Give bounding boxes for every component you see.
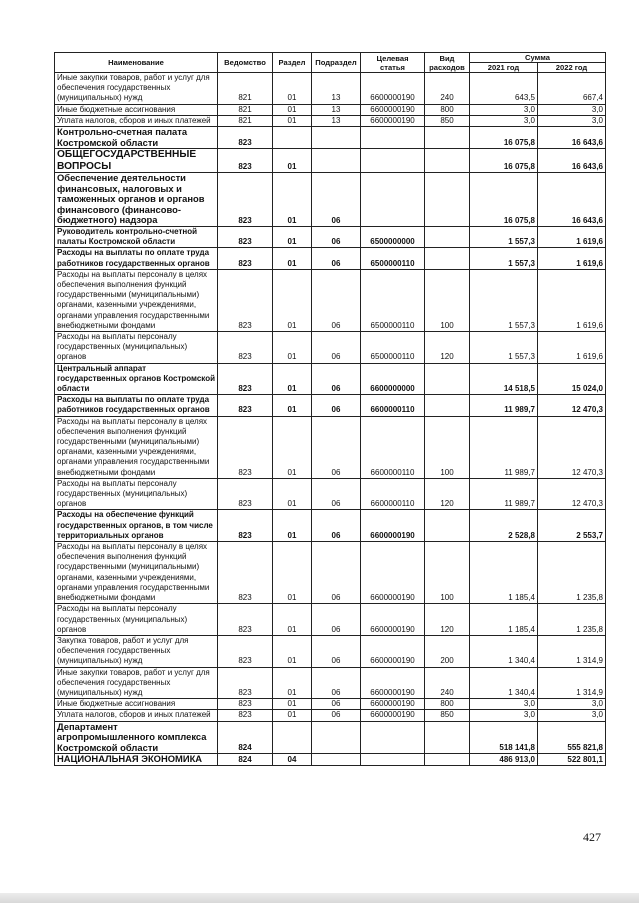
cell-name: Обеспечение деятельности финансовых, налоговых и таможенных органов и органов финансового (финансово-бюджетного) надзора	[55, 173, 218, 227]
cell-cel: 6500000110	[361, 248, 425, 269]
cell-s1: 643,5	[470, 73, 538, 105]
cell-cel	[361, 149, 425, 173]
cell-name: Расходы на выплаты персоналу в целях обеспечения выполнения функций государственными (муниципальными) органами, казенными учреждениями, органами управления государственными внебюджетными фондами	[55, 269, 218, 331]
cell-pod: 06	[312, 363, 361, 395]
cell-vid	[425, 363, 470, 395]
cell-s1: 16 075,8	[470, 127, 538, 149]
cell-s1: 11 989,7	[470, 478, 538, 510]
cell-s2: 16 643,6	[538, 127, 606, 149]
cell-cel: 6600000190	[361, 73, 425, 105]
cell-cel: 6600000110	[361, 478, 425, 510]
cell-vid: 800	[425, 104, 470, 115]
cell-s2: 1 619,6	[538, 269, 606, 331]
cell-raz: 01	[273, 115, 312, 126]
cell-vid: 200	[425, 635, 470, 667]
cell-ved: 823	[218, 604, 273, 636]
page-number: 427	[583, 830, 601, 844]
cell-vid: 120	[425, 332, 470, 364]
cell-pod: 06	[312, 269, 361, 331]
cell-vid: 240	[425, 73, 470, 105]
cell-ved: 823	[218, 710, 273, 721]
cell-s1: 1 557,3	[470, 332, 538, 364]
cell-raz: 01	[273, 104, 312, 115]
cell-name: Иные бюджетные ассигнования	[55, 104, 218, 115]
cell-pod: 13	[312, 104, 361, 115]
cell-name: Расходы на выплаты по оплате труда работников государственных органов	[55, 395, 218, 416]
table-row	[55, 332, 606, 364]
cell-pod	[312, 127, 361, 149]
cell-cel: 6600000190	[361, 710, 425, 721]
cell-s2: 1 235,8	[538, 604, 606, 636]
cell-vid	[425, 149, 470, 173]
cell-ved: 823	[218, 542, 273, 604]
cell-cel	[361, 721, 425, 754]
cell-cel: 6600000110	[361, 416, 425, 478]
cell-cel: 6600000190	[361, 604, 425, 636]
cell-s1: 11 989,7	[470, 395, 538, 416]
cell-pod: 06	[312, 667, 361, 699]
cell-raz: 01	[273, 542, 312, 604]
table-row	[55, 248, 606, 269]
cell-ved: 823	[218, 332, 273, 364]
cell-s1: 486 913,0	[470, 754, 538, 766]
cell-vid	[425, 226, 470, 247]
cell-raz	[273, 127, 312, 149]
cell-s1: 1 557,3	[470, 248, 538, 269]
cell-raz	[273, 721, 312, 754]
header-celevaya: Целевая статья	[361, 53, 425, 73]
cell-raz: 01	[273, 332, 312, 364]
cell-raz: 01	[273, 269, 312, 331]
cell-s2: 1 235,8	[538, 542, 606, 604]
table-row	[55, 542, 606, 604]
cell-raz: 01	[273, 395, 312, 416]
cell-name: Контрольно-счетная палата Костромской области	[55, 127, 218, 149]
header-name: Наименование	[55, 53, 218, 73]
cell-pod: 06	[312, 635, 361, 667]
cell-cel	[361, 127, 425, 149]
cell-s1: 16 075,8	[470, 149, 538, 173]
table-row	[55, 635, 606, 667]
cell-s2: 12 470,3	[538, 416, 606, 478]
cell-pod: 06	[312, 173, 361, 227]
cell-s2: 1 314,9	[538, 667, 606, 699]
header-2021: 2021 год	[470, 63, 538, 73]
cell-s2: 1 314,9	[538, 635, 606, 667]
cell-s1: 1 185,4	[470, 542, 538, 604]
cell-pod	[312, 149, 361, 173]
cell-pod: 06	[312, 226, 361, 247]
table-row	[55, 710, 606, 721]
cell-raz: 01	[273, 635, 312, 667]
cell-pod: 06	[312, 395, 361, 416]
cell-s1: 11 989,7	[470, 416, 538, 478]
cell-s1: 1 340,4	[470, 635, 538, 667]
table-row	[55, 104, 606, 115]
cell-name: Уплата налогов, сборов и иных платежей	[55, 710, 218, 721]
table-row	[55, 226, 606, 247]
table-row	[55, 754, 606, 766]
cell-raz: 01	[273, 710, 312, 721]
page-bottom-edge	[0, 893, 639, 903]
cell-name: Иные закупки товаров, работ и услуг для обеспечения государственных (муниципальных) нужд	[55, 667, 218, 699]
cell-ved: 823	[218, 699, 273, 710]
cell-vid: 120	[425, 478, 470, 510]
cell-s2: 16 643,6	[538, 173, 606, 227]
cell-s1: 518 141,8	[470, 721, 538, 754]
cell-s2: 555 821,8	[538, 721, 606, 754]
cell-name: Уплата налогов, сборов и иных платежей	[55, 115, 218, 126]
cell-pod: 06	[312, 478, 361, 510]
cell-ved: 823	[218, 667, 273, 699]
cell-cel: 6500000110	[361, 332, 425, 364]
cell-pod: 06	[312, 710, 361, 721]
cell-vid	[425, 173, 470, 227]
cell-vid: 100	[425, 416, 470, 478]
cell-s2: 15 024,0	[538, 363, 606, 395]
cell-vid: 240	[425, 667, 470, 699]
cell-ved: 823	[218, 395, 273, 416]
cell-s1: 2 528,8	[470, 510, 538, 542]
cell-ved: 823	[218, 478, 273, 510]
cell-pod: 06	[312, 542, 361, 604]
cell-cel: 6600000190	[361, 510, 425, 542]
cell-ved: 823	[218, 149, 273, 173]
cell-name: Расходы на выплаты персоналу государственных (муниципальных) органов	[55, 604, 218, 636]
cell-name: Расходы на выплаты персоналу государственных (муниципальных) органов	[55, 478, 218, 510]
table-row	[55, 721, 606, 754]
cell-s2: 12 470,3	[538, 478, 606, 510]
cell-raz: 01	[273, 667, 312, 699]
table-row	[55, 269, 606, 331]
header-vid: Вид расходов	[425, 53, 470, 73]
cell-vid	[425, 395, 470, 416]
cell-s2: 2 553,7	[538, 510, 606, 542]
cell-s2: 3,0	[538, 710, 606, 721]
cell-ved: 823	[218, 363, 273, 395]
cell-name: Расходы на выплаты персоналу государственных (муниципальных) органов	[55, 332, 218, 364]
cell-name: Расходы на выплаты персоналу в целях обеспечения выполнения функций государственными (муниципальными) органами, казенными учреждениями, органами управления государственными внебюджетными фондами	[55, 416, 218, 478]
cell-raz: 01	[273, 248, 312, 269]
cell-ved: 823	[218, 635, 273, 667]
cell-cel	[361, 754, 425, 766]
cell-name: Иные бюджетные ассигнования	[55, 699, 218, 710]
budget-table	[54, 52, 606, 766]
cell-raz: 04	[273, 754, 312, 766]
table-row	[55, 699, 606, 710]
cell-s1: 1 340,4	[470, 667, 538, 699]
cell-name: Иные закупки товаров, работ и услуг для обеспечения государственных (муниципальных) нужд	[55, 73, 218, 105]
cell-name: Расходы на выплаты персоналу в целях обеспечения выполнения функций государственными (муниципальными) органами, казенными учреждениями, органами управления государственными внебюджетными фондами	[55, 542, 218, 604]
cell-vid: 100	[425, 269, 470, 331]
table-row	[55, 115, 606, 126]
cell-cel: 6600000110	[361, 395, 425, 416]
cell-name: НАЦИОНАЛЬНАЯ ЭКОНОМИКА	[55, 754, 218, 766]
table-row	[55, 478, 606, 510]
cell-ved: 823	[218, 510, 273, 542]
cell-raz: 01	[273, 510, 312, 542]
cell-s2: 1 619,6	[538, 332, 606, 364]
cell-raz: 01	[273, 699, 312, 710]
cell-raz: 01	[273, 226, 312, 247]
table-row	[55, 363, 606, 395]
cell-raz: 01	[273, 149, 312, 173]
cell-name: Департамент агропромышленного комплекса Костромской области	[55, 721, 218, 754]
cell-cel: 6600000190	[361, 542, 425, 604]
header-podrazdel: Подраздел	[312, 53, 361, 73]
cell-cel: 6600000190	[361, 635, 425, 667]
cell-pod: 06	[312, 416, 361, 478]
cell-pod: 06	[312, 248, 361, 269]
table-row	[55, 127, 606, 149]
cell-s2: 1 619,6	[538, 226, 606, 247]
cell-s2: 16 643,6	[538, 149, 606, 173]
cell-ved: 824	[218, 754, 273, 766]
cell-ved: 823	[218, 248, 273, 269]
cell-ved: 821	[218, 73, 273, 105]
cell-raz: 01	[273, 173, 312, 227]
cell-ved: 824	[218, 721, 273, 754]
header-vedomstvo: Ведомство	[218, 53, 273, 73]
cell-vid	[425, 721, 470, 754]
cell-s2: 3,0	[538, 699, 606, 710]
cell-s1: 16 075,8	[470, 173, 538, 227]
cell-pod: 06	[312, 604, 361, 636]
cell-s2: 522 801,1	[538, 754, 606, 766]
cell-ved: 823	[218, 173, 273, 227]
cell-s1: 3,0	[470, 115, 538, 126]
cell-pod: 06	[312, 510, 361, 542]
cell-ved: 821	[218, 115, 273, 126]
cell-vid: 850	[425, 115, 470, 126]
cell-name: Расходы на выплаты по оплате труда работников государственных органов	[55, 248, 218, 269]
cell-cel: 6600000190	[361, 667, 425, 699]
cell-ved: 823	[218, 226, 273, 247]
table-row	[55, 395, 606, 416]
cell-cel: 6600000190	[361, 115, 425, 126]
cell-vid	[425, 510, 470, 542]
cell-name: Закупка товаров, работ и услуг для обеспечения государственных (муниципальных) нужд	[55, 635, 218, 667]
header-summa: Сумма	[470, 53, 606, 63]
table-row	[55, 149, 606, 173]
cell-pod	[312, 721, 361, 754]
cell-name: ОБЩЕГОСУДАРСТВЕННЫЕ ВОПРОСЫ	[55, 149, 218, 173]
cell-vid	[425, 248, 470, 269]
cell-pod: 06	[312, 699, 361, 710]
cell-vid: 800	[425, 699, 470, 710]
cell-ved: 821	[218, 104, 273, 115]
cell-s2: 3,0	[538, 104, 606, 115]
cell-s1: 14 518,5	[470, 363, 538, 395]
cell-s1: 1 557,3	[470, 269, 538, 331]
cell-vid: 850	[425, 710, 470, 721]
cell-ved: 823	[218, 269, 273, 331]
cell-pod	[312, 754, 361, 766]
table-row	[55, 173, 606, 227]
cell-ved: 823	[218, 416, 273, 478]
header-razdel: Раздел	[273, 53, 312, 73]
cell-s2: 667,4	[538, 73, 606, 105]
cell-s1: 1 185,4	[470, 604, 538, 636]
cell-cel: 6600000190	[361, 699, 425, 710]
cell-name: Руководитель контрольно-счетной палаты Костромской области	[55, 226, 218, 247]
cell-cel: 6600000190	[361, 104, 425, 115]
table-body	[55, 73, 606, 766]
table-row	[55, 510, 606, 542]
cell-vid: 100	[425, 542, 470, 604]
cell-raz: 01	[273, 73, 312, 105]
cell-s1: 3,0	[470, 710, 538, 721]
cell-s2: 1 619,6	[538, 248, 606, 269]
cell-name: Центральный аппарат государственных органов Костромской области	[55, 363, 218, 395]
cell-vid	[425, 127, 470, 149]
cell-vid	[425, 754, 470, 766]
table-row	[55, 73, 606, 105]
header-2022: 2022 год	[538, 63, 606, 73]
cell-s1: 3,0	[470, 104, 538, 115]
cell-s2: 3,0	[538, 115, 606, 126]
cell-raz: 01	[273, 478, 312, 510]
cell-s2: 12 470,3	[538, 395, 606, 416]
cell-cel: 6500000000	[361, 226, 425, 247]
table-row	[55, 667, 606, 699]
cell-pod: 06	[312, 332, 361, 364]
cell-pod: 13	[312, 115, 361, 126]
cell-cel: 6600000000	[361, 363, 425, 395]
cell-cel: 6500000110	[361, 269, 425, 331]
cell-name: Расходы на обеспечение функций государственных органов, в том числе территориальных органов	[55, 510, 218, 542]
cell-pod: 13	[312, 73, 361, 105]
cell-s1: 1 557,3	[470, 226, 538, 247]
table-row	[55, 416, 606, 478]
cell-s1: 3,0	[470, 699, 538, 710]
cell-ved: 823	[218, 127, 273, 149]
cell-raz: 01	[273, 604, 312, 636]
cell-cel	[361, 173, 425, 227]
table-row	[55, 604, 606, 636]
cell-vid: 120	[425, 604, 470, 636]
cell-raz: 01	[273, 363, 312, 395]
cell-raz: 01	[273, 416, 312, 478]
